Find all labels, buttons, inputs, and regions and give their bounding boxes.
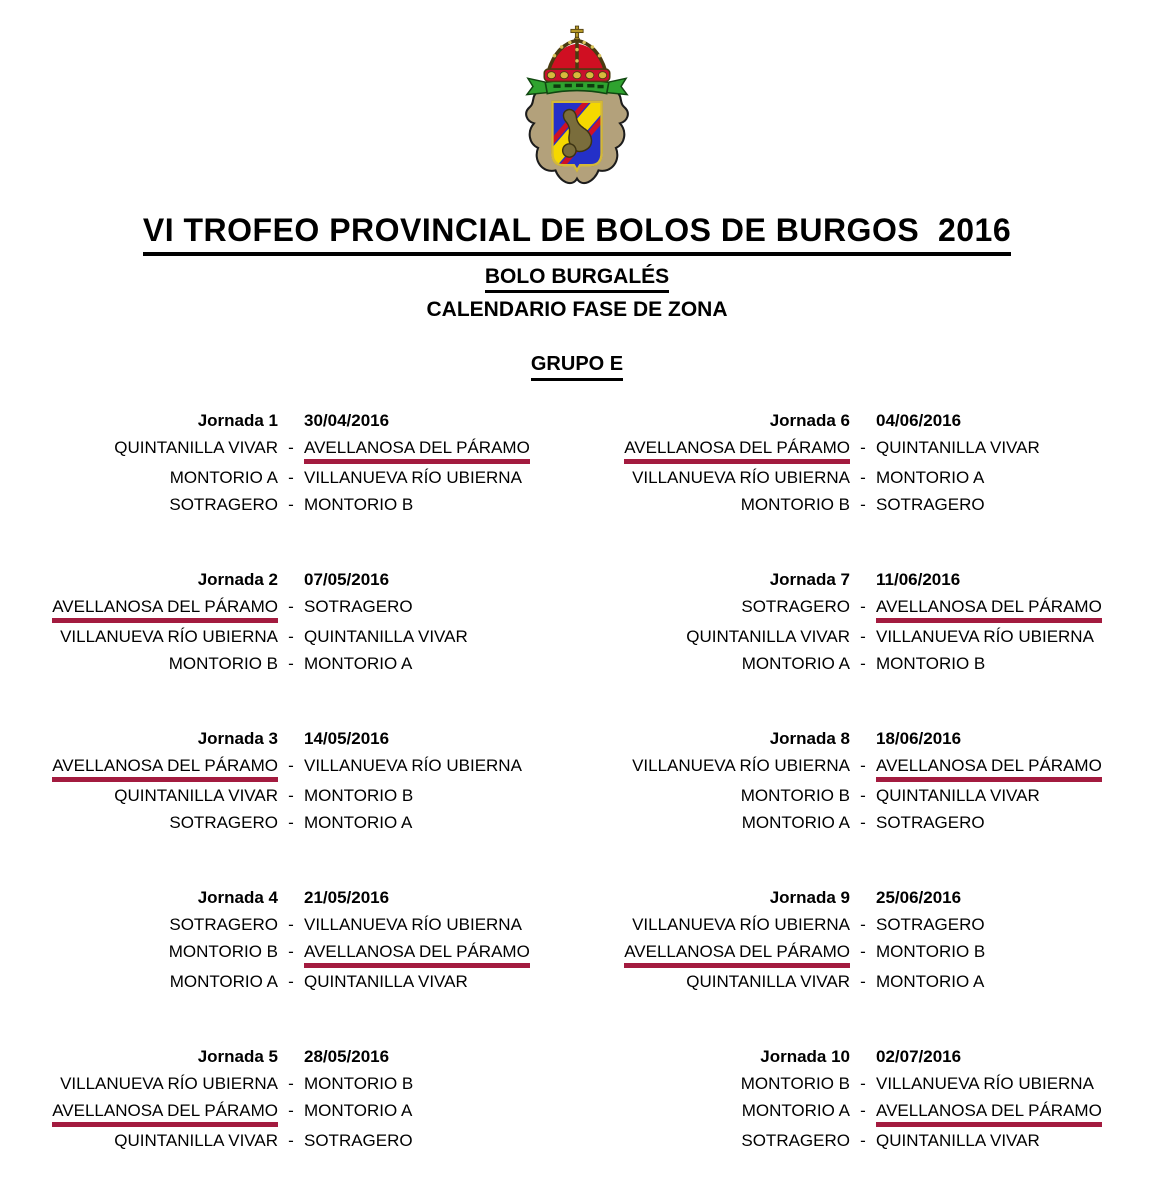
away-team: VILLANUEVA RÍO UBIERNA bbox=[304, 468, 522, 487]
home-team: MONTORIO B bbox=[168, 942, 278, 961]
match-row bbox=[598, 1070, 1128, 1097]
home-team: QUINTANILLA VIVAR bbox=[114, 1131, 278, 1150]
jornada-date: 18/06/2016 bbox=[876, 729, 962, 748]
jornada-header bbox=[26, 725, 556, 752]
match-separator: - bbox=[288, 495, 294, 514]
jornada-header bbox=[598, 407, 1128, 434]
calendar-grid bbox=[0, 381, 1154, 1184]
jornada-label: Jornada 10 bbox=[760, 1047, 850, 1066]
home-team: MONTORIO A bbox=[169, 972, 278, 991]
jornada-label: Jornada 2 bbox=[197, 570, 278, 589]
away-team: MONTORIO B bbox=[304, 1074, 414, 1093]
match-separator: - bbox=[288, 654, 294, 673]
away-team: AVELLANOSA DEL PÁRAMO bbox=[304, 438, 530, 464]
match-row bbox=[598, 593, 1128, 623]
jornada-block-8 bbox=[598, 725, 1128, 836]
away-team: VILLANUEVA RÍO UBIERNA bbox=[876, 1074, 1094, 1093]
match-separator: - bbox=[860, 1074, 866, 1093]
match-separator: - bbox=[288, 468, 294, 487]
match-separator: - bbox=[288, 438, 294, 457]
match-separator: - bbox=[860, 468, 866, 487]
page-title: VI TROFEO PROVINCIAL DE BOLOS DE BURGOS 2016 bbox=[0, 212, 1154, 256]
away-team: QUINTANILLA VIVAR bbox=[876, 438, 1040, 457]
match-row bbox=[26, 809, 556, 836]
away-team: VILLANUEVA RÍO UBIERNA bbox=[304, 756, 522, 775]
match-separator: - bbox=[288, 597, 294, 616]
match-row bbox=[598, 911, 1128, 938]
match-row bbox=[598, 1127, 1128, 1154]
match-row bbox=[26, 1097, 556, 1127]
jornada-header bbox=[26, 884, 556, 911]
jornada-header bbox=[26, 407, 556, 434]
jornada-block-4 bbox=[26, 884, 556, 995]
match-separator: - bbox=[860, 786, 866, 805]
away-team: MONTORIO B bbox=[304, 495, 414, 514]
jornada-block-2 bbox=[26, 566, 556, 677]
match-row bbox=[598, 464, 1128, 491]
match-row bbox=[598, 968, 1128, 995]
jornada-block-10 bbox=[598, 1043, 1128, 1154]
away-team: QUINTANILLA VIVAR bbox=[304, 627, 468, 646]
jornada-date: 28/05/2016 bbox=[304, 1047, 390, 1066]
match-separator: - bbox=[860, 972, 866, 991]
match-separator: - bbox=[288, 915, 294, 934]
home-team: QUINTANILLA VIVAR bbox=[686, 972, 850, 991]
match-row bbox=[26, 593, 556, 623]
jornada-label: Jornada 4 bbox=[197, 888, 278, 907]
away-team: QUINTANILLA VIVAR bbox=[876, 1131, 1040, 1150]
jornada-block-5 bbox=[26, 1043, 556, 1154]
match-row bbox=[26, 650, 556, 677]
away-team: MONTORIO A bbox=[304, 813, 413, 832]
jornada-label: Jornada 3 bbox=[197, 729, 278, 748]
home-team: QUINTANILLA VIVAR bbox=[686, 627, 850, 646]
away-team: QUINTANILLA VIVAR bbox=[304, 972, 468, 991]
home-team: MONTORIO A bbox=[169, 468, 278, 487]
match-row bbox=[598, 491, 1128, 518]
match-row bbox=[598, 809, 1128, 836]
home-team: MONTORIO A bbox=[741, 1101, 850, 1120]
away-team: MONTORIO A bbox=[304, 654, 413, 673]
group-label: GRUPO E bbox=[0, 353, 1154, 381]
jornada-date: 07/05/2016 bbox=[304, 570, 390, 589]
home-team: MONTORIO B bbox=[740, 786, 850, 805]
match-separator: - bbox=[288, 1074, 294, 1093]
home-team: MONTORIO B bbox=[740, 495, 850, 514]
away-team: MONTORIO A bbox=[876, 972, 985, 991]
subtitle-calendario: CALENDARIO FASE DE ZONA bbox=[426, 298, 728, 321]
home-team: MONTORIO B bbox=[740, 1074, 850, 1093]
home-team: SOTRAGERO bbox=[169, 915, 278, 934]
jornada-date: 25/06/2016 bbox=[876, 888, 962, 907]
match-separator: - bbox=[860, 1101, 866, 1120]
jornada-date: 30/04/2016 bbox=[304, 411, 390, 430]
away-team: SOTRAGERO bbox=[304, 597, 413, 616]
home-team: SOTRAGERO bbox=[741, 597, 850, 616]
match-separator: - bbox=[860, 813, 866, 832]
jornada-label: Jornada 7 bbox=[769, 570, 850, 589]
away-team: SOTRAGERO bbox=[876, 495, 985, 514]
match-row bbox=[598, 623, 1128, 650]
match-separator: - bbox=[860, 627, 866, 646]
match-row bbox=[598, 752, 1128, 782]
match-separator: - bbox=[860, 1131, 866, 1150]
home-team: MONTORIO A bbox=[741, 654, 850, 673]
match-separator: - bbox=[288, 1131, 294, 1150]
jornada-date: 14/05/2016 bbox=[304, 729, 390, 748]
crest-crown bbox=[544, 26, 610, 81]
jornada-header bbox=[598, 1043, 1128, 1070]
match-row bbox=[26, 491, 556, 518]
jornada-header bbox=[598, 566, 1128, 593]
jornada-label: Jornada 8 bbox=[769, 729, 850, 748]
match-separator: - bbox=[288, 942, 294, 961]
home-team: MONTORIO B bbox=[168, 654, 278, 673]
away-team: VILLANUEVA RÍO UBIERNA bbox=[876, 627, 1094, 646]
away-team: AVELLANOSA DEL PÁRAMO bbox=[876, 1101, 1102, 1127]
match-row bbox=[26, 1127, 556, 1154]
home-team: SOTRAGERO bbox=[741, 1131, 850, 1150]
away-team: AVELLANOSA DEL PÁRAMO bbox=[304, 942, 530, 968]
jornada-header bbox=[598, 884, 1128, 911]
home-team: AVELLANOSA DEL PÁRAMO bbox=[624, 438, 850, 464]
jornada-block-6 bbox=[598, 407, 1128, 518]
home-team: AVELLANOSA DEL PÁRAMO bbox=[624, 942, 850, 968]
match-separator: - bbox=[288, 627, 294, 646]
jornada-block-1 bbox=[26, 407, 556, 518]
away-team: MONTORIO B bbox=[876, 942, 986, 961]
away-team: VILLANUEVA RÍO UBIERNA bbox=[304, 915, 522, 934]
burgos-bolos-crest-icon bbox=[515, 24, 639, 196]
match-row bbox=[598, 782, 1128, 809]
away-team: SOTRAGERO bbox=[876, 915, 985, 934]
match-separator: - bbox=[860, 438, 866, 457]
home-team: VILLANUEVA RÍO UBIERNA bbox=[632, 915, 850, 934]
match-row bbox=[26, 623, 556, 650]
jornada-label: Jornada 5 bbox=[197, 1047, 278, 1066]
match-separator: - bbox=[288, 786, 294, 805]
away-team: MONTORIO B bbox=[876, 654, 986, 673]
home-team: MONTORIO A bbox=[741, 813, 850, 832]
match-row bbox=[598, 434, 1128, 464]
match-row bbox=[26, 1070, 556, 1097]
jornada-date: 11/06/2016 bbox=[876, 570, 961, 589]
jornada-date: 04/06/2016 bbox=[876, 411, 962, 430]
match-row bbox=[26, 752, 556, 782]
match-row bbox=[26, 782, 556, 809]
match-row bbox=[598, 1097, 1128, 1127]
away-team: MONTORIO B bbox=[304, 786, 414, 805]
away-team: QUINTANILLA VIVAR bbox=[876, 786, 1040, 805]
match-row bbox=[26, 911, 556, 938]
match-separator: - bbox=[288, 972, 294, 991]
away-team: MONTORIO A bbox=[304, 1101, 413, 1120]
jornada-header bbox=[26, 566, 556, 593]
match-row bbox=[26, 938, 556, 968]
jornada-header bbox=[26, 1043, 556, 1070]
match-separator: - bbox=[860, 597, 866, 616]
match-row bbox=[26, 968, 556, 995]
away-team: MONTORIO A bbox=[876, 468, 985, 487]
match-separator: - bbox=[288, 813, 294, 832]
jornada-header bbox=[598, 725, 1128, 752]
match-row bbox=[26, 464, 556, 491]
home-team: VILLANUEVA RÍO UBIERNA bbox=[60, 1074, 278, 1093]
home-team: SOTRAGERO bbox=[169, 813, 278, 832]
home-team: SOTRAGERO bbox=[169, 495, 278, 514]
away-team: AVELLANOSA DEL PÁRAMO bbox=[876, 756, 1102, 782]
jornada-block-9 bbox=[598, 884, 1128, 995]
away-team: SOTRAGERO bbox=[304, 1131, 413, 1150]
home-team: VILLANUEVA RÍO UBIERNA bbox=[632, 468, 850, 487]
match-row bbox=[598, 650, 1128, 677]
home-team: QUINTANILLA VIVAR bbox=[114, 438, 278, 457]
match-separator: - bbox=[860, 495, 866, 514]
jornada-block-3 bbox=[26, 725, 556, 836]
home-team: AVELLANOSA DEL PÁRAMO bbox=[52, 597, 278, 623]
match-separator: - bbox=[860, 942, 866, 961]
match-row bbox=[26, 434, 556, 464]
away-team: SOTRAGERO bbox=[876, 813, 985, 832]
match-row bbox=[598, 938, 1128, 968]
match-separator: - bbox=[860, 915, 866, 934]
jornada-block-7 bbox=[598, 566, 1128, 677]
match-separator: - bbox=[288, 1101, 294, 1120]
match-separator: - bbox=[288, 756, 294, 775]
jornada-label: Jornada 9 bbox=[769, 888, 850, 907]
match-separator: - bbox=[860, 756, 866, 775]
jornada-label: Jornada 1 bbox=[197, 411, 278, 430]
home-team: AVELLANOSA DEL PÁRAMO bbox=[52, 1101, 278, 1127]
home-team: QUINTANILLA VIVAR bbox=[114, 786, 278, 805]
home-team: VILLANUEVA RÍO UBIERNA bbox=[632, 756, 850, 775]
jornada-date: 21/05/2016 bbox=[304, 888, 390, 907]
jornada-label: Jornada 6 bbox=[769, 411, 850, 430]
away-team: AVELLANOSA DEL PÁRAMO bbox=[876, 597, 1102, 623]
jornada-date: 02/07/2016 bbox=[876, 1047, 962, 1066]
home-team: AVELLANOSA DEL PÁRAMO bbox=[52, 756, 278, 782]
home-team: VILLANUEVA RÍO UBIERNA bbox=[60, 627, 278, 646]
subtitle-bolo-burgales: BOLO BURGALÉS bbox=[0, 265, 1154, 293]
match-separator: - bbox=[860, 654, 866, 673]
crest-container bbox=[0, 0, 1154, 196]
